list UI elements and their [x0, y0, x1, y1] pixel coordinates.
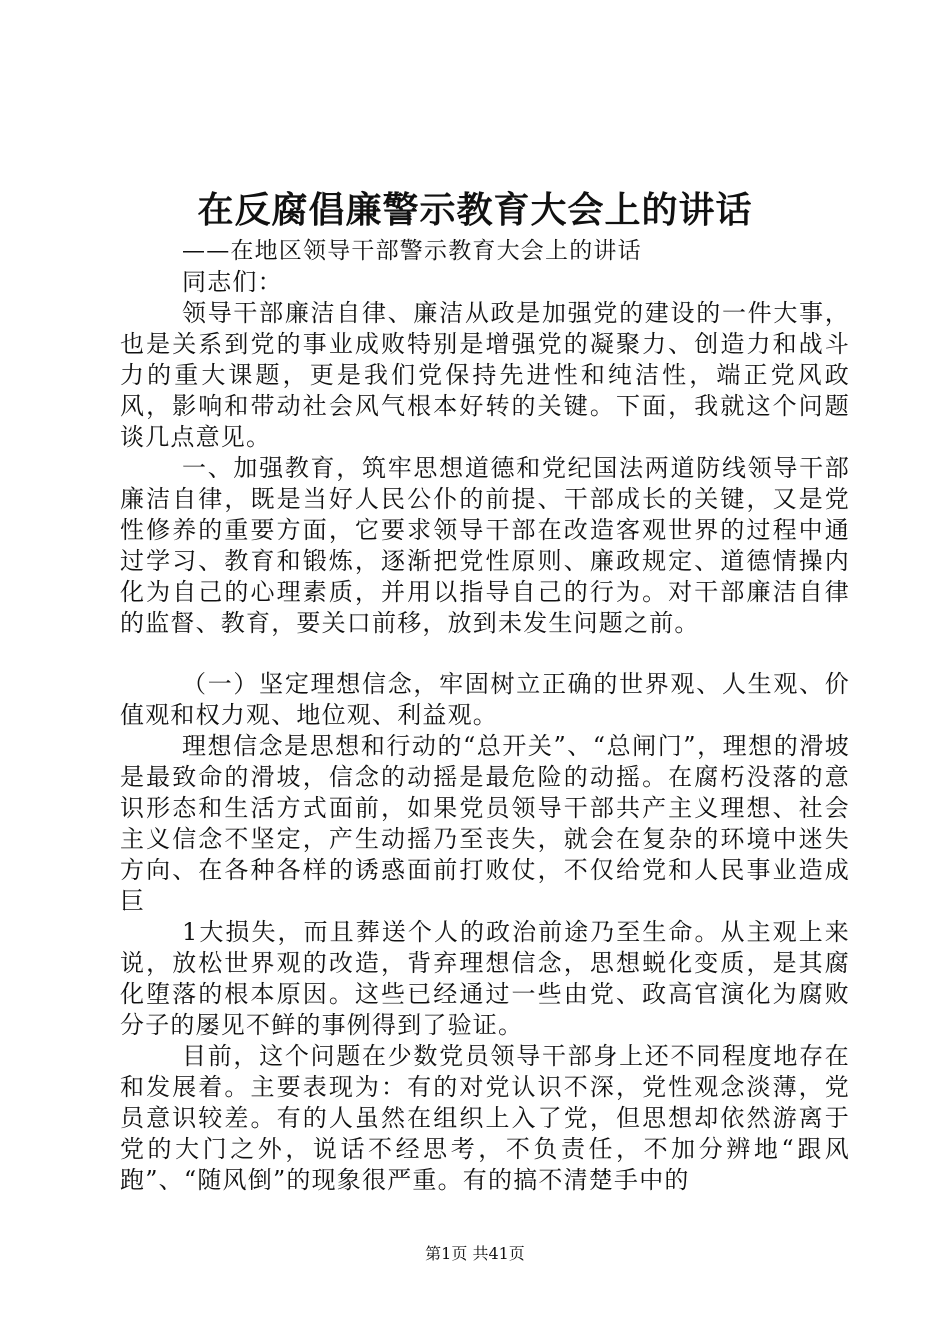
paragraph-intro: 领导干部廉洁自律、廉洁从政是加强党的建设的一件大事，也是关系到党的事业成败特别是增强党的凝聚力、创造力和战斗力的重大课题，更是我们党保持先进性和纯洁性，端正党风政风，影响和带动社会风气根本好转的关键。下面，我就这个问题谈几点意见。 [120, 299, 850, 451]
page-number-footer: 第1页 共41页 [425, 1244, 525, 1263]
paragraph-ideals: 理想信念是思想和行动的“总开关”、“总闸门”，理想的滑坡是最致命的滑坡，信念的动摇是最危险的动摇。在腐朽没落的意识形态和生活方式面前，如果党员领导干部共产主义理想、社会主义信念不坚定，产生动摇乃至丧失，就会在复杂的环境中迷失方向、在各种各样的诱惑面前打败仗，不仅给党和人民事业造成巨 [120, 732, 850, 915]
document-title: 在反腐倡廉警示教育大会上的讲话 [197, 189, 753, 231]
document-body [120, 236, 850, 1196]
subsection-heading: （一）坚定理想信念，牢固树立正确的世界观、人生观、价值观和权力观、地位观、利益观。 [120, 670, 850, 729]
document-subtitle: ——在地区领导干部警示教育大会上的讲话 [182, 238, 642, 264]
paragraph-section-one: 一、加强教育，筑牢思想道德和党纪国法两道防线领导干部廉洁自律，既是当好人民公仆的前提、干部成长的关键，又是党性修养的重要方面，它要求领导干部在改造客观世界的过程中通过学习、教育和锻炼，逐渐把党性原则、廉政规定、道德情操内化为自己的心理素质，并用以指导自己的行为。对干部廉洁自律的监督、教育，要关口前移，放到未发生问题之前。 [120, 454, 850, 637]
paragraph-current-issues: 目前，这个问题在少数党员领导干部身上还不同程度地存在和发展着。主要表现为：有的对党认识不深，党性观念淡薄，党员意识较差。有的人虽然在组织上入了党，但思想却依然游离于党的大门之外，说话不经思考，不负责任，不加分辨地“跟风跑”、“随风倒”的现象很严重。有的搞不清楚手中的 [120, 1042, 850, 1194]
salutation: 同志们： [182, 268, 283, 296]
paragraph-loss: 1大损失，而且葬送个人的政治前途乃至生命。从主观上来说，放松世界观的改造，背弃理想信念，思想蜕化变质，是其腐化堕落的根本原因。这些已经通过一些由党、政高官演化为腐败分子的屡见不鲜的事例得到了验证。 [120, 918, 850, 1039]
paragraph-gap [120, 639, 850, 669]
